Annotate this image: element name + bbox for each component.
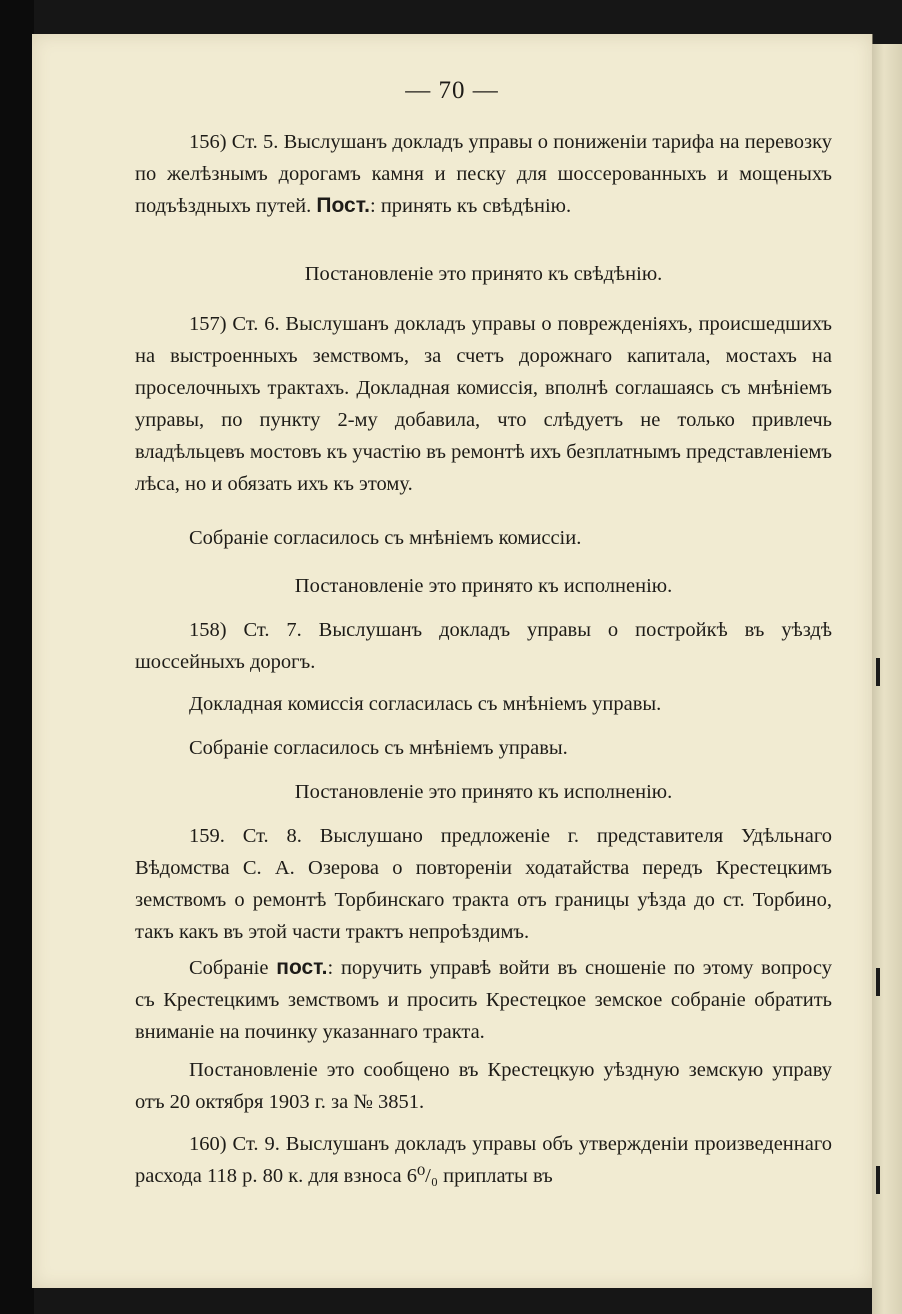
item-158-commission: Докладная комиссія согласилась съ мнѣніемъ управы.	[189, 693, 662, 715]
item-156-text: 156) Ст. 5. Выслушанъ докладъ управы о пониженіи тарифа на перевозку по желѣзнымъ дорогамъ камня и песку для шоссерованныхъ и мощеныхъ подъѣздныхъ путей.	[135, 131, 832, 217]
item-157-resolution: Постановленіе это принято къ исполненію.	[294, 575, 673, 597]
item-158-resolution: Постановленіе это принято къ исполненію.	[294, 781, 673, 803]
item-159-resolution: Постановленіе это сообщено въ Крестецкую уѣздную земскую управу отъ 20 октября 1903 г. за № 3851.	[135, 1059, 832, 1113]
item-158: 158) Ст. 7. Выслушанъ докладъ управы о постройкѣ въ уѣздѣ шоссейныхъ дорогъ.	[135, 619, 832, 673]
item-156-text-after: : принять къ свѣдѣнію.	[370, 195, 572, 217]
item-156-bold: Пост.	[316, 194, 370, 217]
edge-mark	[876, 968, 880, 996]
page-number: — 70 —	[405, 77, 499, 104]
book-spine-shadow	[0, 0, 34, 1314]
item-159-assembly-text: Собраніе	[189, 957, 277, 979]
item-156-resolution: Постановленіе это принято къ свѣдѣнію.	[304, 263, 663, 285]
edge-mark	[876, 658, 880, 686]
item-159-bold: пост.	[276, 956, 328, 979]
edge-mark	[876, 1166, 880, 1194]
item-157-assembly: Собраніе согласилось съ мнѣніемъ комиссіи.	[189, 527, 582, 549]
item-157: 157) Ст. 6. Выслушанъ докладъ управы о поврежденіяхъ, происшедшихъ на выстроенныхъ земствомъ, за счетъ дорожнаго капитала, мостахъ на проселочныхъ трактахъ. Докладная комиссія, вполнѣ соглашаясь съ мнѣніемъ управы, по пункту 2-му добавила, что слѣдуетъ не только привлечь владѣльцевъ мостовъ къ участію въ ремонтѣ ихъ безплатнымъ представленіемъ лѣса, но и обязать ихъ къ этому.	[135, 313, 832, 495]
item-158-assembly: Собраніе согласилось съ мнѣніемъ управы.	[189, 737, 568, 759]
item-156	[135, 126, 832, 222]
item-160: 160) Ст. 9. Выслушанъ докладъ управы объ утвержденіи произведеннаго расхода 118 р. 80 к. для взноса 6⁰/₀ приплаты въ	[135, 1133, 832, 1187]
document-page	[32, 34, 872, 1288]
item-159: 159. Ст. 8. Выслушано предложеніе г. представителя Удѣльнаго Вѣдомства С. А. Озерова о повтореніи ходатайства передъ Крестецкимъ земствомъ о ремонтѣ Торбинскаго тракта отъ границы уѣзда до ст. Торбино, такъ какъ въ этой части трактъ непроѣздимъ.	[135, 825, 832, 943]
item-159-assembly-after: : поручить управѣ войти въ сношеніе по этому вопросу съ Крестецкимъ земствомъ и просить Крестецкое земское собраніе обратить вниманіе на починку указаннаго тракта.	[135, 957, 832, 1043]
item-159-assembly	[135, 952, 832, 1048]
